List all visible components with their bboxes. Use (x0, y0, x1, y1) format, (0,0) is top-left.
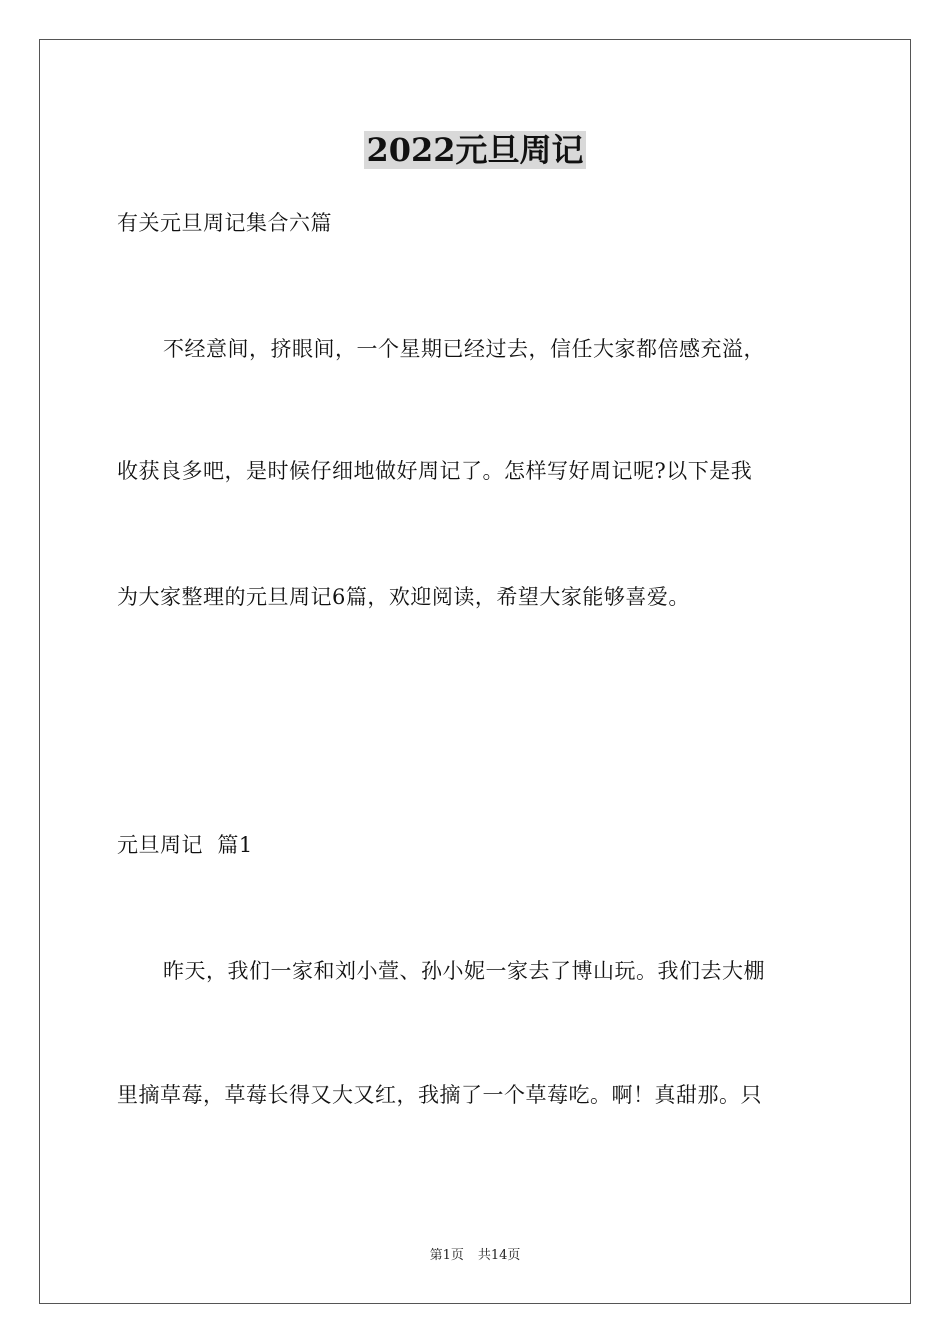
section-line-1: 昨天，我们一家和刘小萱、孙小妮一家去了博山玩。我们去大棚 (163, 959, 765, 983)
document-subtitle: 有关元旦周记集合六篇 (117, 211, 332, 235)
page-footer (0, 1246, 950, 1266)
footer-page-current: 第1页 (429, 1248, 464, 1263)
document-title-text: 2022元旦周记 (366, 131, 584, 169)
footer-page-total: 共14页 (477, 1248, 521, 1263)
intro-line-1: 不经意间，挤眼间，一个星期已经过去，信任大家都倍感充溢， (163, 337, 765, 361)
section-heading: 元旦周记 篇1 (117, 833, 253, 857)
section-line-2: 里摘草莓，草莓长得又大又红，我摘了一个草莓吃。啊！真甜那。只 (117, 1083, 762, 1107)
document-title (0, 128, 950, 172)
intro-line-2: 收获良多吧，是时候仔细地做好周记了。怎样写好周记呢?以下是我 (117, 459, 753, 483)
intro-line-3: 为大家整理的元旦周记6篇，欢迎阅读，希望大家能够喜爱。 (117, 585, 690, 609)
